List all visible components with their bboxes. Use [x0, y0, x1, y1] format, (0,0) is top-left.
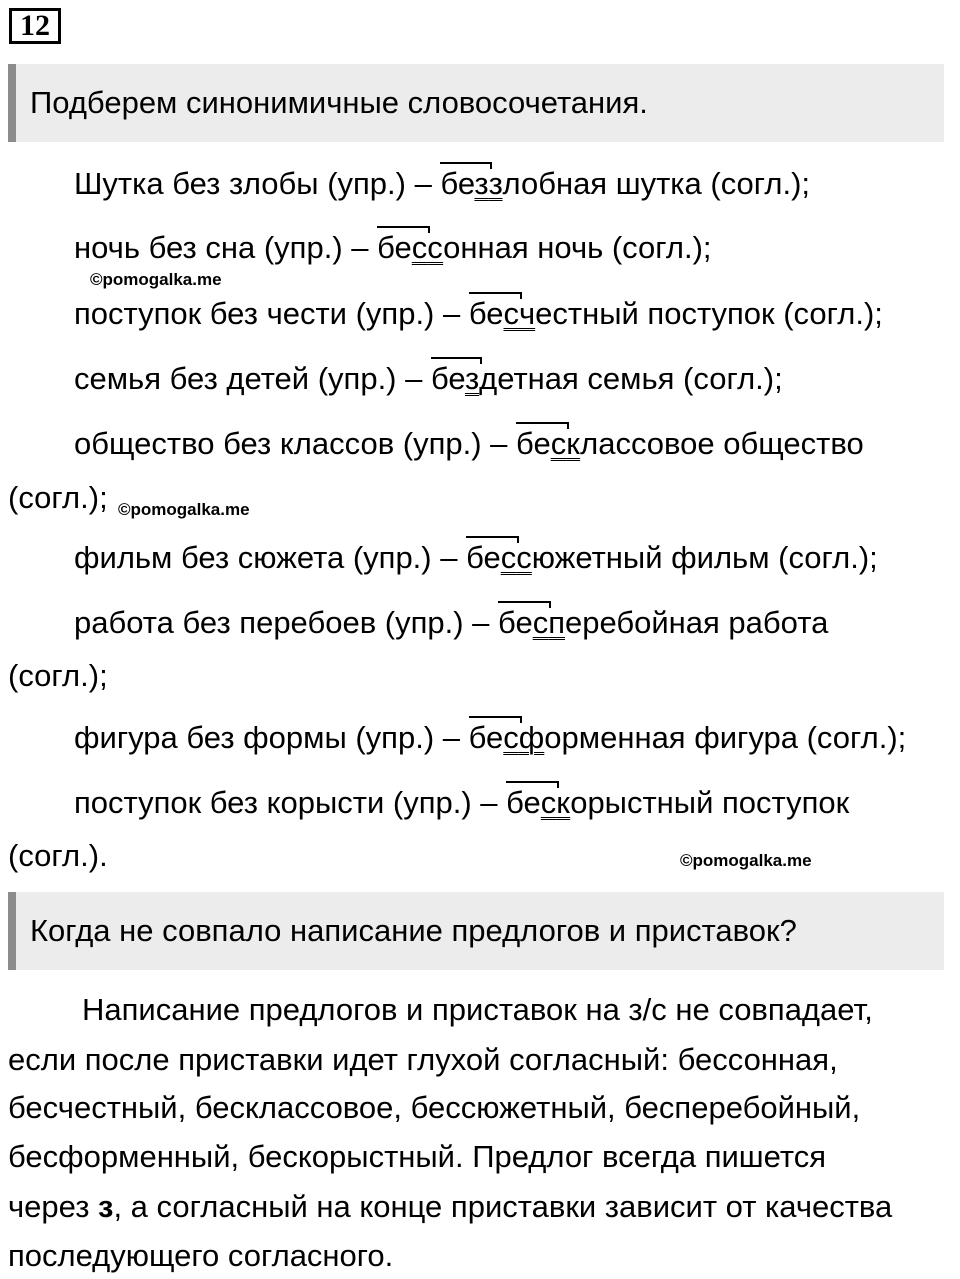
pair-line-9-tail: (согл.). — [8, 838, 108, 873]
answer-line-5: через з, а согласный на конце приставки зависит от качества — [8, 1189, 893, 1224]
pair-line-5-tail: (согл.); — [8, 480, 108, 515]
prefix-mark: бес — [377, 230, 428, 265]
prefix-mark: бес — [498, 605, 549, 640]
section-heading-synonyms — [8, 64, 944, 142]
prefix-mark: бес — [468, 296, 519, 331]
pair-line-4: семья без детей (упр.) – бездетная семья (согл.); — [74, 361, 783, 396]
section-heading-text: Когда не совпало написание предлогов и приставок? — [30, 913, 797, 948]
prefix-mark: бес — [506, 785, 557, 820]
prefix-mark: бес — [516, 426, 567, 461]
pair-line-1: Шутка без злобы (упр.) – беззлобная шутка (согл.); — [74, 166, 811, 201]
pair-line-3: поступок без чести (упр.) – бесчестный поступок (согл.); — [74, 296, 883, 331]
pair-line-9: поступок без корысти (упр.) – бескорыстный поступок — [74, 785, 850, 820]
pair-line-7-tail: (согл.); — [8, 658, 108, 693]
task-number: 12 — [9, 8, 61, 44]
bold-letter: з — [98, 1189, 114, 1224]
answer-line-1: Написание предлогов и приставок на з/с не совпадает, — [82, 992, 873, 1027]
prefix-mark: бес — [468, 720, 519, 755]
answer-line-4: бесформенный, бескорыстный. Предлог всегда пишется — [8, 1139, 827, 1174]
watermark-1: ©pomogalka.me — [90, 270, 222, 289]
pair-line-5: общество без классов (упр.) – бесклассовое общество — [74, 426, 864, 461]
pair-line-2: ночь без сна (упр.) – бессонная ночь (согл.); — [74, 230, 712, 265]
answer-line-2: если после приставки идет глухой согласный: бессонная, — [8, 1042, 838, 1077]
section-heading-question — [8, 892, 944, 970]
prefix-mark: бес — [466, 540, 517, 575]
pair-line-6: фильм без сюжета (упр.) – бессюжетный фильм (согл.); — [74, 540, 878, 575]
pair-line-7: работа без перебоев (упр.) – бесперебойная работа — [74, 605, 829, 640]
section-heading-text: Подберем синонимичные словосочетания. — [30, 85, 648, 120]
prefix-mark: без — [430, 361, 480, 396]
watermark-3: ©pomogalka.me — [680, 851, 812, 870]
answer-line-6: последующего согласного. — [8, 1238, 394, 1273]
prefix-mark: без — [440, 166, 489, 201]
pair-line-8: фигура без формы (упр.) – бесформенная фигура (согл.); — [74, 720, 907, 755]
answer-line-3: бесчестный, бесклассовое, бессюжетный, бесперебойный, — [8, 1090, 861, 1125]
watermark-2: ©pomogalka.me — [118, 500, 250, 519]
